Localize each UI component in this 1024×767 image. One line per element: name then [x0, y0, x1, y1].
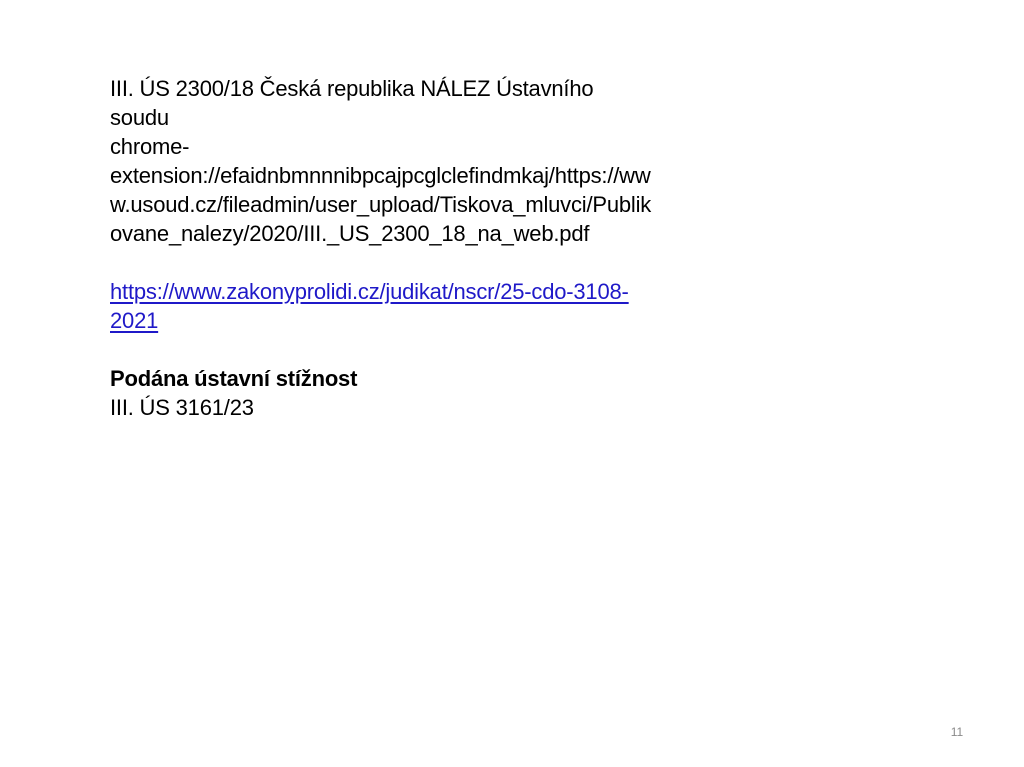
extension-url-line-2: extension://efaidnbmnnnibpcajpcglclefindmkaj/https://ww	[110, 163, 651, 188]
spacer	[110, 248, 770, 277]
complaint-heading: Podána ústavní stížnost	[110, 366, 358, 391]
extension-url-line-1: chrome-	[110, 134, 190, 159]
text-content	[110, 74, 770, 422]
ruling-reference-line-1: III. ÚS 2300/18 Česká republika NÁLEZ Ústavního	[110, 76, 594, 101]
case-number: III. ÚS 3161/23	[110, 395, 254, 420]
extension-url-line-4: ovane_nalezy/2020/III._US_2300_18_na_web.pdf	[110, 221, 590, 246]
page-number: 11	[950, 725, 964, 739]
extension-url-line-3: w.usoud.cz/fileadmin/user_upload/Tiskova_mluvci/Publik	[110, 192, 652, 217]
spacer	[110, 335, 770, 364]
ruling-reference-line-2: soudu	[110, 105, 169, 130]
zakony-link-line-1[interactable]: https://www.zakonyprolidi.cz/judikat/nscr/25-cdo-3108-	[110, 279, 629, 304]
zakony-link-line-2[interactable]: 2021	[110, 308, 159, 333]
